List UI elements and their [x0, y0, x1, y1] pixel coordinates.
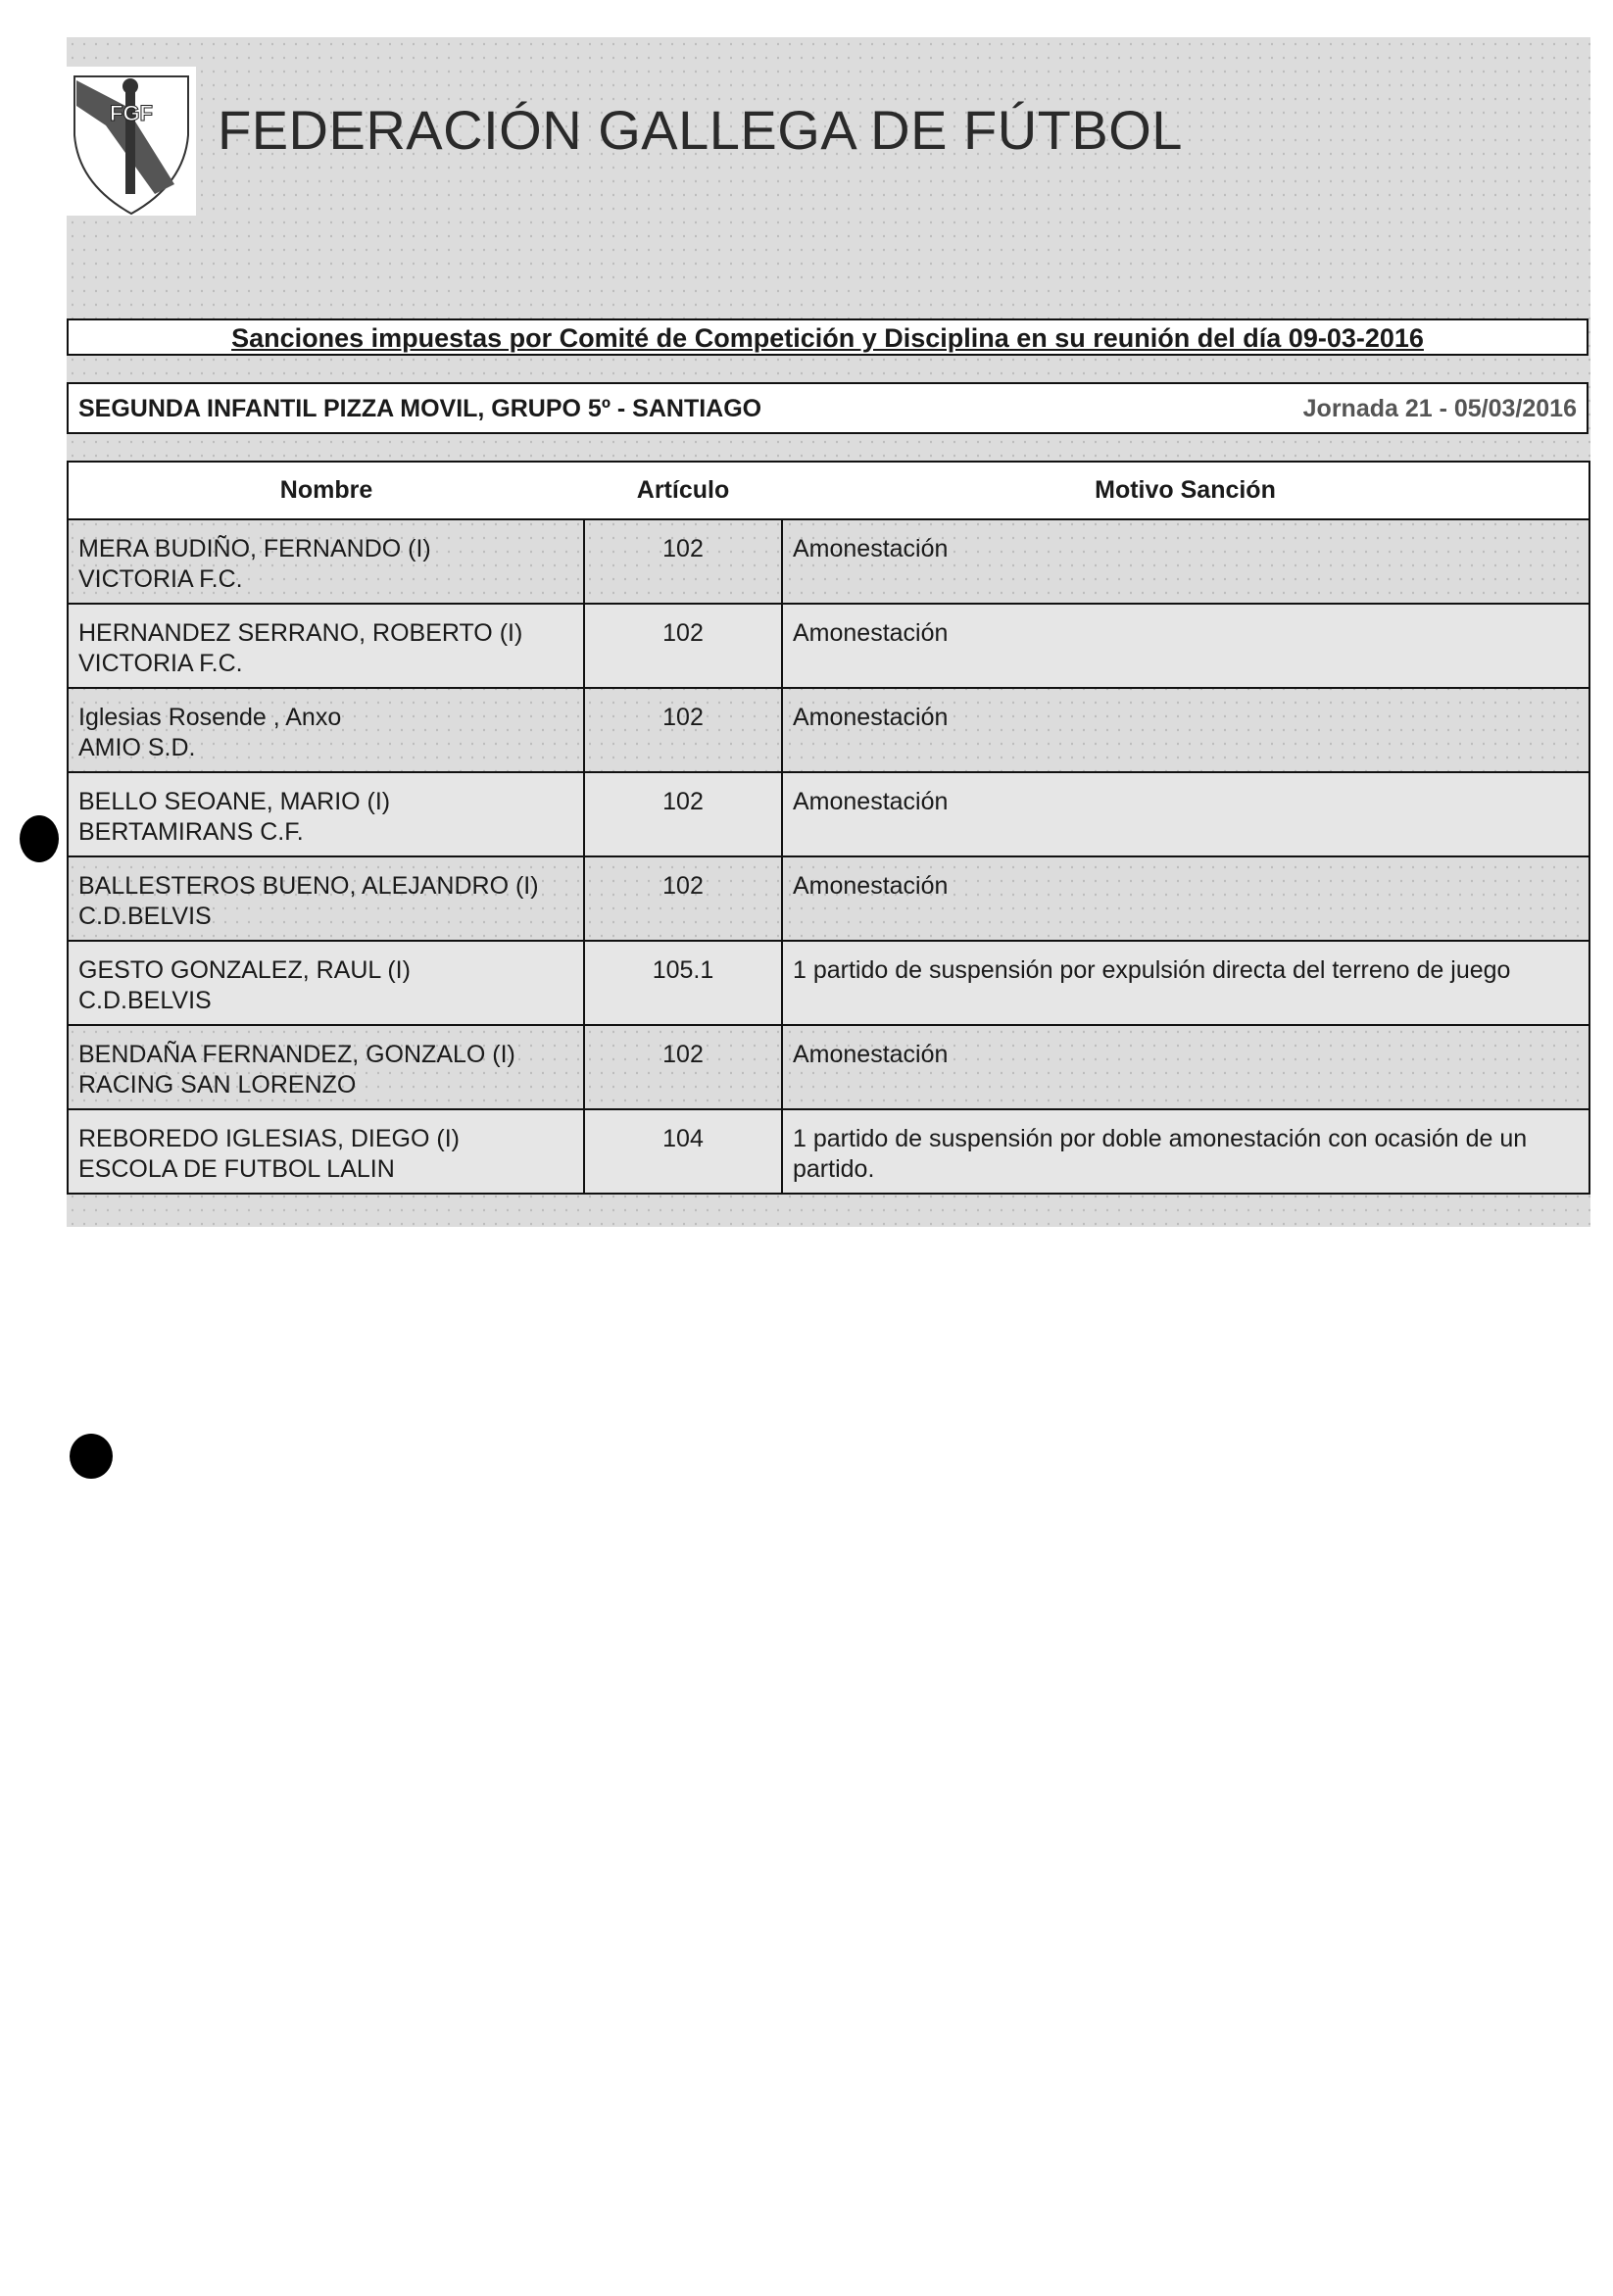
article-cell: 102	[584, 688, 782, 772]
club-name: VICTORIA F.C.	[78, 650, 243, 677]
player-name: Iglesias Rosende , Anxo	[78, 704, 342, 731]
table-row	[68, 941, 1589, 1025]
scan-hole-mark	[70, 1434, 113, 1479]
reason-cell: Amonestación	[782, 604, 1589, 688]
reason-cell: 1 partido de suspensión por expulsión directa del terreno de juego	[782, 941, 1589, 1025]
club-name: C.D.BELVIS	[78, 987, 212, 1014]
club-name: RACING SAN LORENZO	[78, 1071, 357, 1099]
player-cell	[68, 688, 584, 772]
article-cell: 102	[584, 519, 782, 604]
article-cell: 102	[584, 856, 782, 941]
header-nombre: Nombre	[68, 462, 584, 519]
reason-cell: Amonestación	[782, 519, 1589, 604]
table-row	[68, 1109, 1589, 1194]
header-motivo: Motivo Sanción	[782, 462, 1589, 519]
player-name: BALLESTEROS BUENO, ALEJANDRO (I)	[78, 872, 539, 900]
reason-cell: 1 partido de suspensión por doble amonestación con ocasión de un partido.	[782, 1109, 1589, 1194]
table-row	[68, 856, 1589, 941]
player-cell	[68, 1025, 584, 1109]
player-cell	[68, 1109, 584, 1194]
page-title: FEDERACIÓN GALLEGA DE FÚTBOL	[218, 99, 1183, 161]
federation-logo	[67, 67, 196, 216]
jornada-label: Jornada 21 - 05/03/2016	[1302, 395, 1577, 422]
scan-hole-mark	[20, 815, 59, 862]
article-cell: 105.1	[584, 941, 782, 1025]
reason-cell: Amonestación	[782, 772, 1589, 856]
table-row	[68, 688, 1589, 772]
player-name: HERNANDEZ SERRANO, ROBERTO (I)	[78, 619, 523, 647]
player-name: GESTO GONZALEZ, RAUL (I)	[78, 956, 411, 984]
club-name: VICTORIA F.C.	[78, 565, 243, 593]
table-row	[68, 604, 1589, 688]
svg-text:FGF: FGF	[110, 101, 153, 125]
competition-bar	[67, 382, 1589, 434]
article-cell: 102	[584, 772, 782, 856]
player-name: MERA BUDIÑO, FERNANDO (I)	[78, 535, 431, 562]
table-row	[68, 519, 1589, 604]
player-cell	[68, 772, 584, 856]
table-row	[68, 772, 1589, 856]
table-row	[68, 1025, 1589, 1109]
club-name: ESCOLA DE FUTBOL LALIN	[78, 1155, 395, 1183]
player-cell	[68, 856, 584, 941]
reason-cell: Amonestación	[782, 1025, 1589, 1109]
player-cell	[68, 604, 584, 688]
player-cell	[68, 941, 584, 1025]
competition-name: SEGUNDA INFANTIL PIZZA MOVIL, GRUPO 5º - SANTIAGO	[78, 395, 762, 422]
player-cell	[68, 519, 584, 604]
header-articulo: Artículo	[584, 462, 782, 519]
player-name: BENDAÑA FERNANDEZ, GONZALO (I)	[78, 1041, 515, 1068]
player-name: REBOREDO IGLESIAS, DIEGO (I)	[78, 1125, 460, 1152]
article-cell: 102	[584, 1025, 782, 1109]
reason-cell: Amonestación	[782, 688, 1589, 772]
article-cell: 104	[584, 1109, 782, 1194]
reason-cell: Amonestación	[782, 856, 1589, 941]
sanctions-table	[67, 461, 1590, 1195]
article-cell: 102	[584, 604, 782, 688]
sanctions-subtitle: Sanciones impuestas por Comité de Competición y Disciplina en su reunión del día 09-03-2016	[67, 318, 1589, 356]
club-name: AMIO S.D.	[78, 734, 196, 761]
club-name: C.D.BELVIS	[78, 903, 212, 930]
player-name: BELLO SEOANE, MARIO (I)	[78, 788, 391, 815]
club-name: BERTAMIRANS C.F.	[78, 818, 304, 846]
